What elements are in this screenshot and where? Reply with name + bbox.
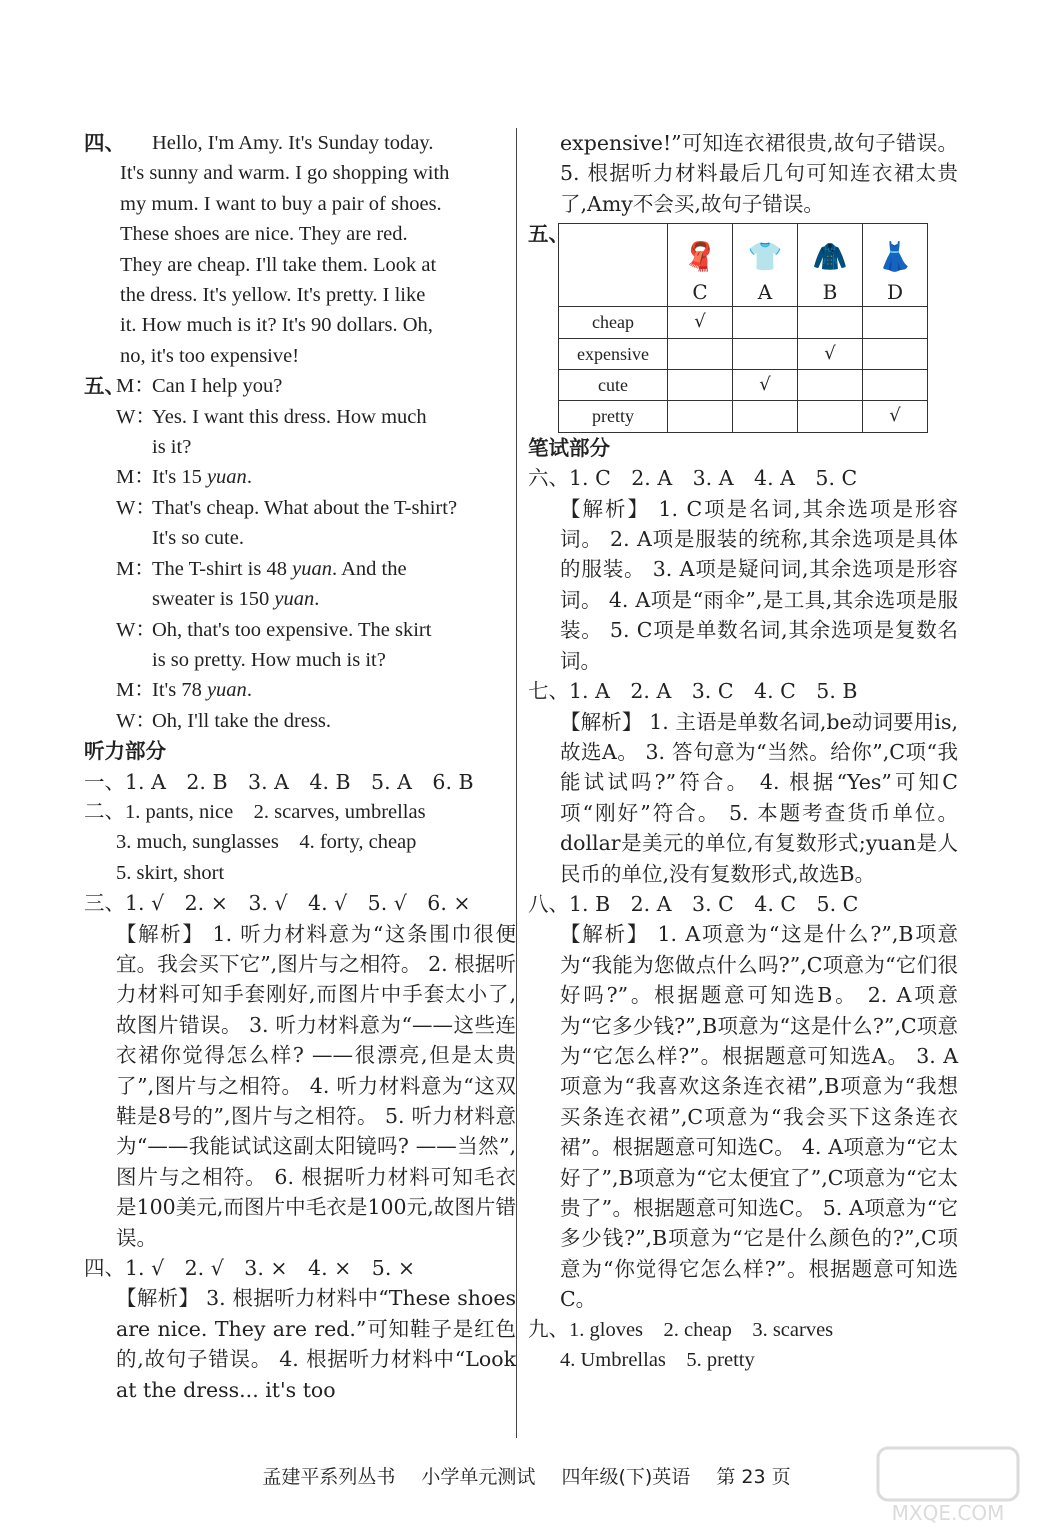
speaker-label: W： xyxy=(116,618,156,641)
check-cell xyxy=(668,370,733,401)
check-cell xyxy=(668,338,733,369)
speaker-label xyxy=(116,523,152,553)
check-cell xyxy=(863,307,928,338)
dialog-text: It's 15 yuan. xyxy=(152,466,252,489)
row-word: cheap xyxy=(559,307,668,338)
dialog-line xyxy=(116,675,516,705)
text-line: It's sunny and warm. I go shopping with xyxy=(120,162,450,185)
answer-q9: 九、1. gloves 2. cheap 3. scarves xyxy=(528,1318,834,1341)
dialog-text: Oh, I'll take the dress. xyxy=(152,709,332,732)
scarf-icon: 🧣 xyxy=(682,240,718,274)
dialog-line xyxy=(116,402,516,432)
dialog-line xyxy=(116,554,516,584)
row-word: pretty xyxy=(559,401,668,432)
table-row xyxy=(559,338,928,369)
speaker-label: M： xyxy=(116,679,155,702)
speaker-label: M： xyxy=(116,375,155,398)
section-label: 四、 xyxy=(84,131,125,155)
dialog-text: It's 78 yuan. xyxy=(152,679,252,702)
dialog-line xyxy=(116,523,516,553)
speaker-label: M： xyxy=(116,557,155,580)
section-5-dialog: 五、 M： Can I help you? W： Yes. I want this dress. How much is it? M： It's 15 yuan. W： That's cheap. What about the T-shirt? It's so cute. M： The T-shirt is 48 yuan. And the sweater is 150 yuan. W： Oh, that's too expensive. The skirt is so pretty. How much is it? M： It's 78 yuan. W： Oh, I'll take the dress. xyxy=(84,371,516,736)
explanation-q4-cont: expensive!”可知连衣裙很贵,故句子错误。 5. 根据听力材料最后几句可知连衣裙太贵了,Amy不会买,故句子错误。 xyxy=(560,131,958,216)
row-word: cute xyxy=(559,370,668,401)
answer-q1: 一、1. A 2. B 3. A 4. B 5. A 6. B xyxy=(84,769,474,794)
check-cell xyxy=(863,370,928,401)
check-cell xyxy=(798,370,863,401)
text-line: it. How much is it? It's 90 dollars. Oh, xyxy=(120,314,433,337)
table-col-3: 👗 D xyxy=(863,224,928,307)
check-cell xyxy=(798,307,863,338)
tshirt-icon: 👕 xyxy=(747,240,783,274)
dialog-text: Can I help you? xyxy=(152,375,283,398)
listening-title: 听力部分 xyxy=(84,739,166,764)
text-line: These shoes are nice. They are red. xyxy=(120,223,408,246)
dialog-line xyxy=(116,462,516,492)
table-row xyxy=(559,401,928,432)
text-line: no, it's too expensive! xyxy=(120,344,300,367)
table-col-2: 🧥 B xyxy=(798,224,863,307)
answer-q3: 三、1. √ 2. × 3. √ 4. √ 5. √ 6. × xyxy=(84,891,471,916)
watermark-logo xyxy=(858,1440,1038,1530)
dialog-text: It's so cute. xyxy=(152,527,244,550)
explanation-q3: 【解析】 1. 听力材料意为“这条围巾很便宜。我会买下它”,图片与之相符。 2. 根据听力材料可知手套刚好,而图片中手套太小了,故图片错误。 3. 听力材料意为“——这些连衣裙你觉得怎么样? ——很漂亮,但是太贵了”,图片与之相符。 4. 听力材料意为“这双鞋是8号的”,图片与之相符。 5. 听力材料意为“——我能试试这副太阳镜吗? ——当然”,图片与之相符。 6. 根据听力材料可知毛衣是100美元,而图片中毛衣是100元,故图片错误。 xyxy=(116,921,516,1250)
dialog-text: The T-shirt is 48 yuan. And the xyxy=(152,557,407,580)
table-row xyxy=(559,307,928,338)
dialog-line xyxy=(116,645,516,675)
dialog-text: Yes. I want this dress. How much xyxy=(152,405,427,428)
check-cell xyxy=(733,307,798,338)
dialog-line xyxy=(116,371,516,401)
written-title: 笔试部分 xyxy=(528,435,610,460)
dialog-text: Oh, that's too expensive. The skirt xyxy=(152,618,432,641)
check-cell xyxy=(668,401,733,432)
table-row xyxy=(559,370,928,401)
footer-series: 孟建平系列丛书 xyxy=(262,1466,396,1488)
right-column xyxy=(528,128,958,1375)
answer-q2-cont: 3. much, sunglasses 4. forty, cheap xyxy=(116,831,417,854)
dialog-text: That's cheap. What about the T-shirt? xyxy=(152,496,458,519)
dialog-line xyxy=(116,706,516,736)
dialog-line xyxy=(116,615,516,645)
answer-q4: 四、1. √ 2. √ 3. × 4. × 5. × xyxy=(84,1256,416,1281)
answer-q2: 二、1. pants, nice 2. scarves, umbrellas xyxy=(84,800,426,823)
text-line: my mum. I want to buy a pair of shoes. xyxy=(120,192,442,215)
column-divider xyxy=(516,128,517,1438)
skirt-icon: 👗 xyxy=(877,240,913,274)
check-cell: √ xyxy=(733,370,798,401)
table-corner xyxy=(559,224,668,307)
left-column xyxy=(84,128,516,1405)
speaker-label xyxy=(116,645,152,675)
speaker-label: W： xyxy=(116,709,156,732)
explanation-q8: 【解析】 1. A项意为“这是什么?”,B项意为“我能为您做点什么吗?”,C项意为“它们很好吗?”。根据题意可知选B。 2. A项意为“它多少钱?”,B项意为“这是什么?”,C项意为“它怎么样?”。根据题意可知选A。 3. A项意为“我喜欢这条连衣裙”,B项意为“我想买条连衣裙”,C项意为“我会买下这条连衣裙”。根据题意可知选C。 4. A项意为“它太好了”,B项意为“它太便宜了”,C项意为“它太贵了”。根据题意可知选C。 5. A项意为“它多少钱?”,B项意为“它是什么颜色的?”,C项意为“你觉得它怎么样?”。根据题意可知选C。 xyxy=(560,922,958,1312)
dialog-line xyxy=(116,432,516,462)
text-line: the dress. It's yellow. It's pretty. I like xyxy=(120,284,426,307)
text-line: Hello, I'm Amy. It's Sunday today. xyxy=(152,132,434,154)
answer-q8: 八、1. B 2. A 3. C 4. C 5. C xyxy=(528,891,859,916)
dialog-text: is so pretty. How much is it? xyxy=(152,648,386,671)
answer-q7: 七、1. A 2. A 3. C 4. C 5. B xyxy=(528,679,858,704)
check-cell xyxy=(863,338,928,369)
answer-q2-cont: 5. skirt, short xyxy=(116,861,225,884)
check-cell xyxy=(733,401,798,432)
section-4-transcript xyxy=(84,128,516,371)
explanation-q4: 【解析】 3. 根据听力材料中“These shoes are nice. They are red.”可知鞋子是红色的,故句子错误。 4. 根据听力材料中“Look at the dress... it's too xyxy=(116,1286,516,1402)
footer-book: 小学单元测试 xyxy=(421,1466,536,1488)
text-line: They are cheap. I'll take them. Look at xyxy=(120,253,437,276)
svg-text:MXQE.COM: MXQE.COM xyxy=(891,1501,1005,1525)
footer-grade: 四年级(下)英语 xyxy=(561,1466,691,1488)
explanation-q6: 【解析】 1. C项是名词,其余选项是形容词。 2. A项是服装的统称,其余选项是具体的服装。 3. A项是疑问词,其余选项是形容词。 4. A项是“雨伞”,是工具,其余选项是服装。 5. C项是单数名词,其余选项是复数名词。 xyxy=(560,496,958,673)
explanation-q7: 【解析】 1. 主语是单数名词,be动词要用is,故选A。 3. 答句意为“当然。给你”,C项“我能试试吗?”符合。 4. 根据“Yes”可知C项“刚好”符合。 5. 本题考查货币单位。dollar是美元的单位,有复数形式;yuan是人民币的单位,没有复数形式,故选B。 xyxy=(560,709,958,886)
sweater-icon: 🧥 xyxy=(812,240,848,274)
speaker-label: W： xyxy=(116,496,156,519)
speaker-label: W： xyxy=(116,405,156,428)
row-word: expensive xyxy=(559,338,668,369)
check-cell xyxy=(733,338,798,369)
answer-table xyxy=(558,223,928,433)
dialog-text: is it? xyxy=(152,436,192,459)
speaker-label xyxy=(116,584,152,614)
speaker-label: M： xyxy=(116,466,155,489)
dialog-text: sweater is 150 yuan. xyxy=(152,588,320,611)
dialog-line xyxy=(116,584,516,614)
table-col-1: 👕 A xyxy=(733,224,798,307)
speaker-label xyxy=(116,432,152,462)
check-cell xyxy=(798,401,863,432)
dialog-line xyxy=(116,493,516,523)
section-label: 五、 xyxy=(528,222,569,247)
check-cell: √ xyxy=(668,307,733,338)
answer-q6: 六、1. C 2. A 3. A 4. A 5. C xyxy=(528,466,858,491)
check-cell: √ xyxy=(798,338,863,369)
check-cell: √ xyxy=(863,401,928,432)
section-5-table xyxy=(528,219,958,433)
footer-page: 第 23 页 xyxy=(716,1466,791,1488)
table-col-0: 🧣 C xyxy=(668,224,733,307)
answer-q9-cont: 4. Umbrellas 5. pretty xyxy=(560,1349,755,1372)
